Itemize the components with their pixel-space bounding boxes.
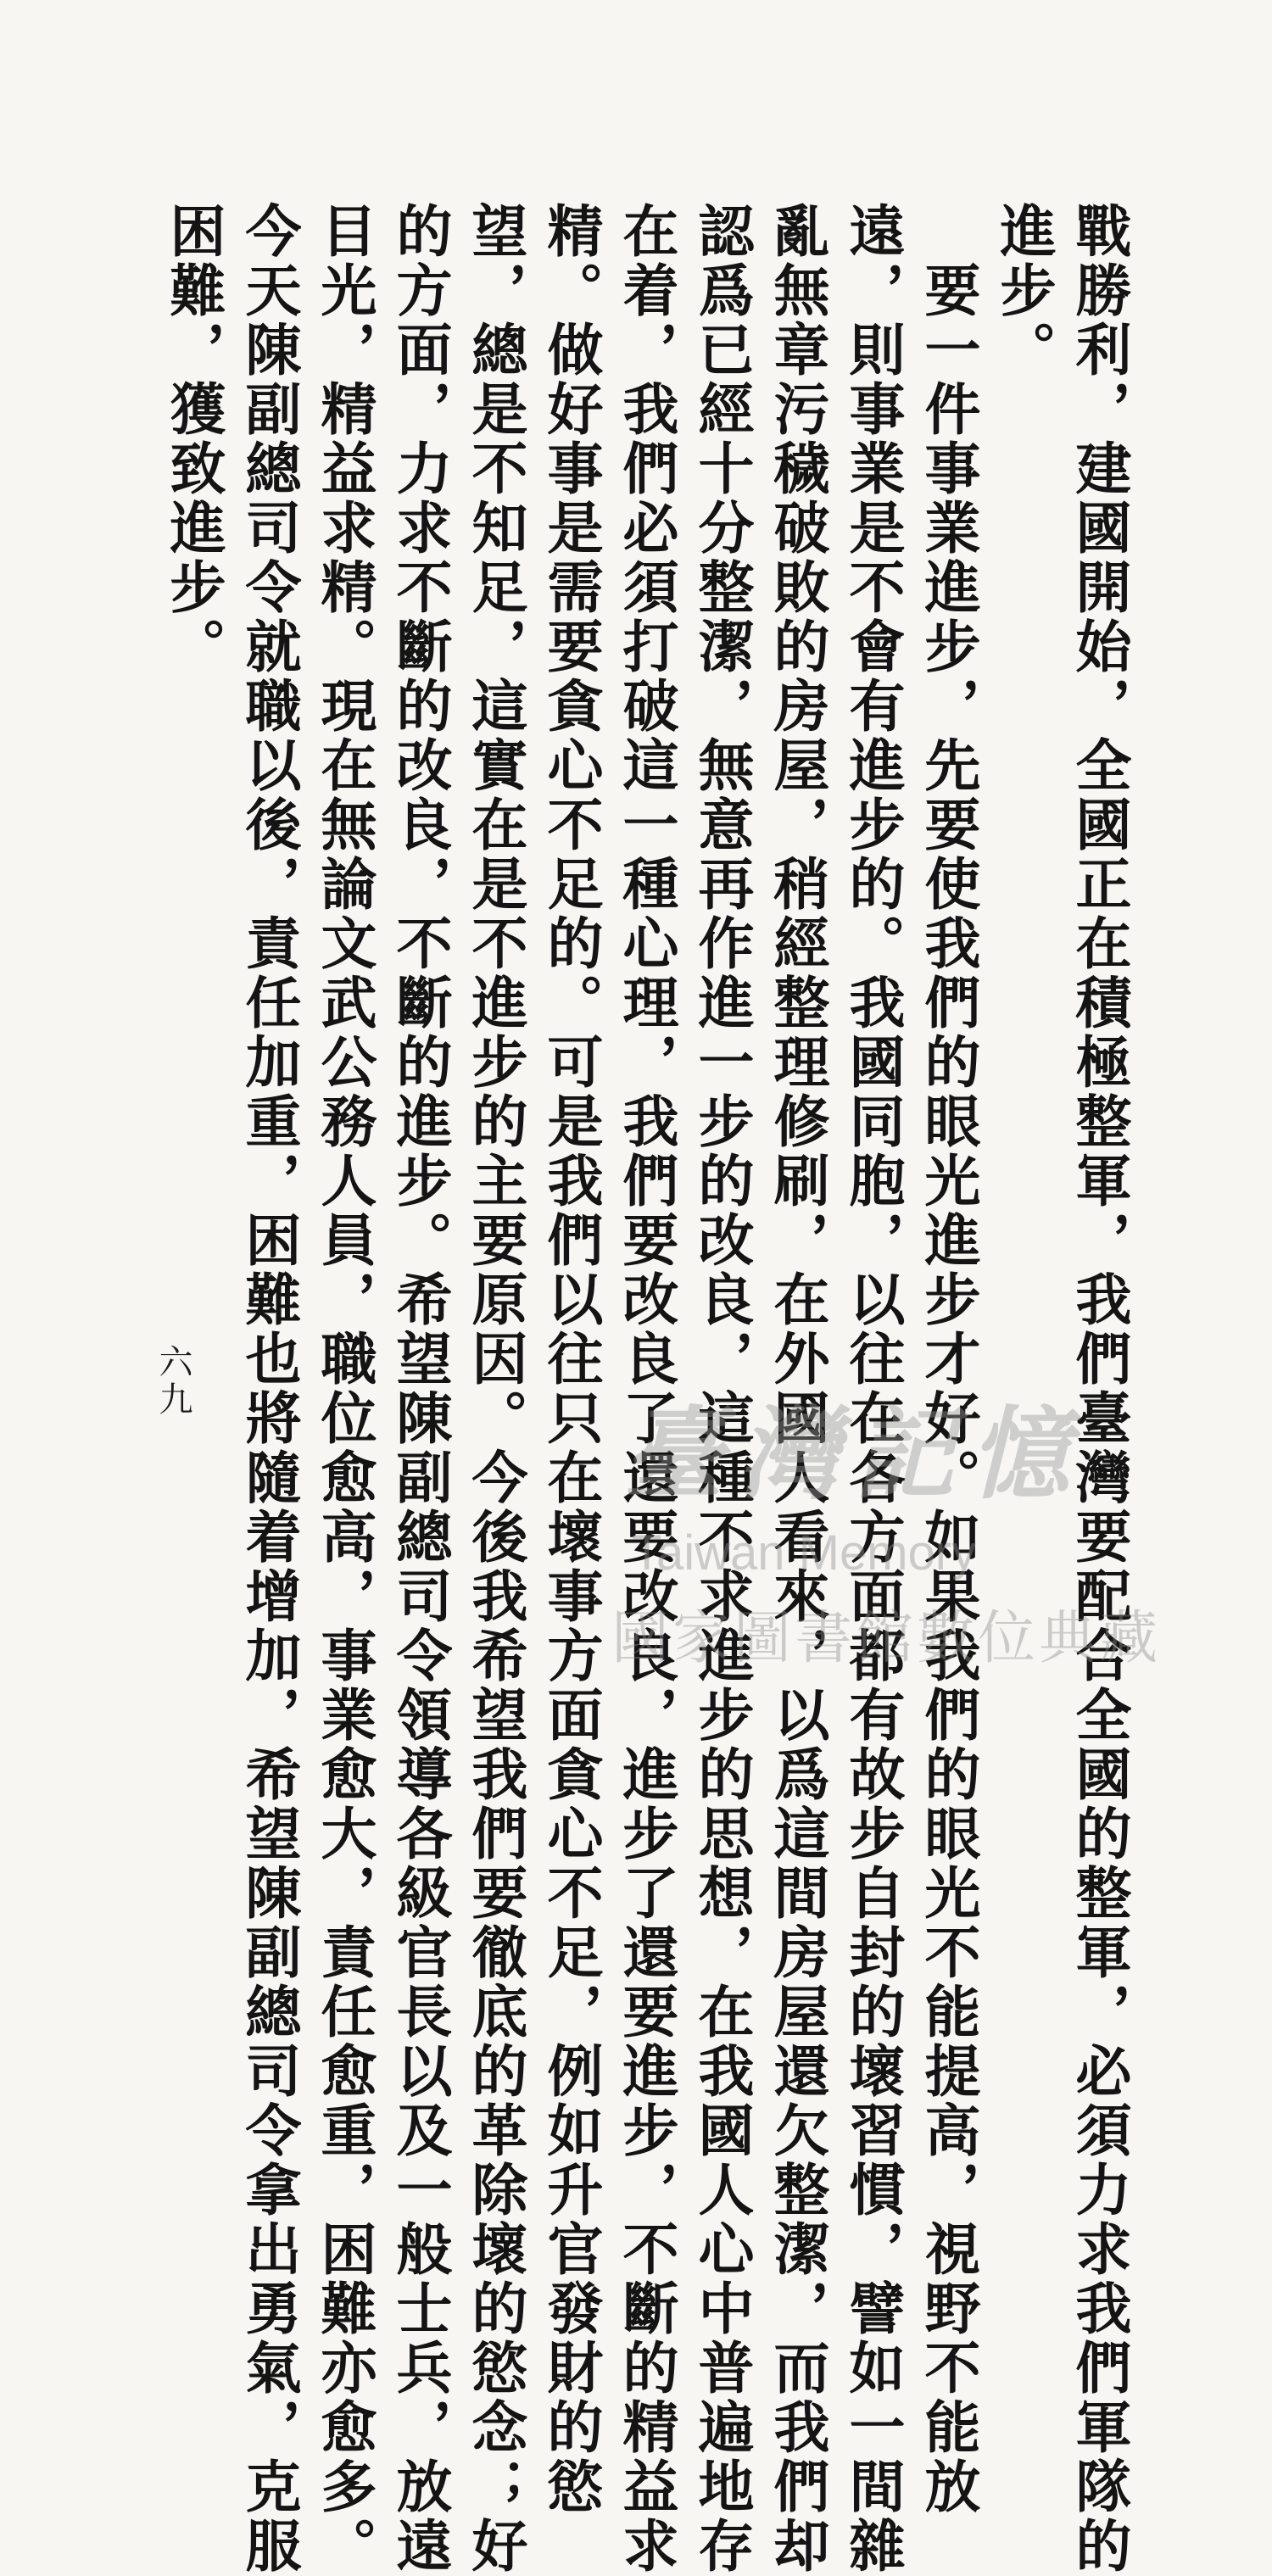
- page-number: 六九: [153, 1344, 192, 1419]
- text-column: 的方面，力求不斷的改良，不斷的進步。希望陳副總司令領導各級官長以及一般士兵，放遠: [387, 202, 453, 2576]
- text-column: 戰勝利，建國開始，全國正在積極整軍，我們臺灣要配合全國的整軍，必須力求我們軍隊的: [1066, 202, 1132, 2576]
- watermark-title: 臺灣記憶: [623, 1395, 1085, 1513]
- text-column: 進步。: [990, 202, 1057, 380]
- text-column: 困難，獲致進步。: [160, 202, 226, 677]
- text-column: 認爲已經十分整潔，無意再作進一步的改良，這種不求進步的思想，在我國人心中普遍地存: [689, 202, 755, 2576]
- text-column: 亂無章污穢破敗的房屋，稍經整理修刷，在外國人看來，以爲這間房屋還欠整潔，而我們却: [764, 202, 830, 2576]
- watermark-subtitle: Taiwan Memory: [632, 1525, 977, 1581]
- text-column: 遠，則事業是不會有進步的。我國同胞，以往在各方面都有故步自封的壞習慣，譬如一間雜: [840, 202, 906, 2576]
- watermark-footer: 國家圖書館數位典藏: [611, 1605, 1162, 1672]
- text-column: 目光，精益求精。現在無論文武公務人員，職位愈高，事業愈大，責任愈重，困難亦愈多。: [311, 202, 377, 2576]
- text-column: 望，總是不知足，這實在是不進步的主要原因。今後我希望我們要徹底的革除壞的慾念；好: [462, 202, 528, 2576]
- text-column: 要一件事業進步，先要使我們的眼光進步才好。如果我們的眼光不能提高，視野不能放: [915, 202, 981, 2517]
- text-column: 在着，我們必須打破這一種心理，我們要改良了還要改良，進步了還要進步，不斷的精益求: [613, 202, 679, 2576]
- text-column: 精。做好事是需要貪心不足的。可是我們以往只在壞事方面貪心不足，例如升官發財的慾: [538, 202, 604, 2517]
- text-column: 今天陳副總司令就職以後，責任加重，困難也將隨着增加，希望陳副總司令拿出勇氣，克服: [236, 202, 302, 2576]
